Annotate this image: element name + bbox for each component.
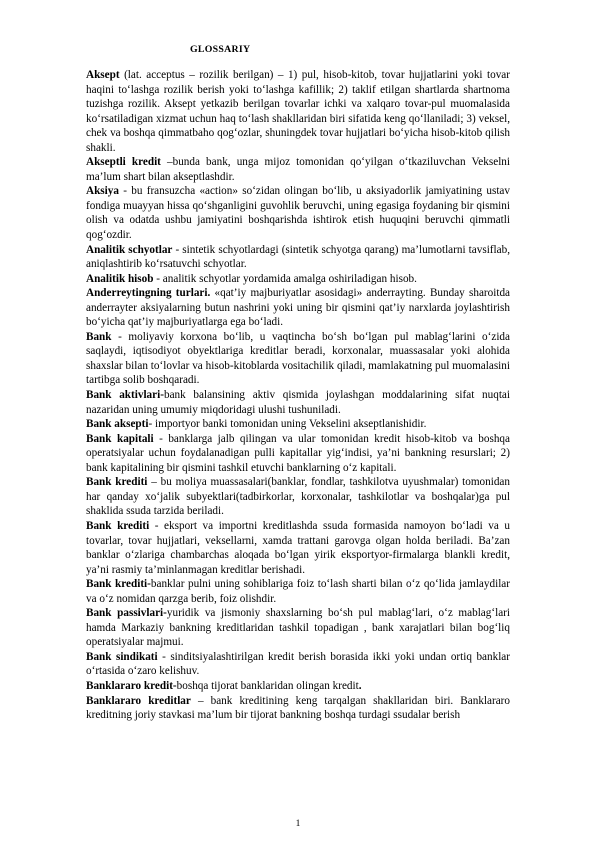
entry-term: Banklararo kreditlar [86, 694, 191, 707]
entry-definition: - bu fransuzcha «action» so‘zidan olingan bo‘lib, u aksiyadorlik jamiyatining ustav fondiga muayyan hissa qo‘shganligini guvohlik beruvchi, uning egasiga foydaning bir qismini olish va odatda ushbu jamiyatini boshqarishda ishtirok etish huquqini beruvchi qimmatli qog‘ozdir. [86, 185, 510, 242]
glossary-entry [86, 286, 510, 330]
entry-term: Bank passivlari- [86, 607, 167, 620]
entry-term: Banklararo kredit- [86, 679, 177, 692]
entry-term: Analitik schyotlar [86, 243, 173, 256]
entry-term: Bank [86, 330, 112, 343]
entry-definition: – bank kreditining keng tarqalgan shakllaridan biri. Banklararo kreditning joriy stavkasi ma’lum bir tijorat bankning boshqa turdagi ssudalar berish [86, 694, 510, 722]
glossary-entry [86, 577, 510, 606]
glossary-entry [86, 432, 510, 476]
entry-term: Anderreytingning turlari. [86, 287, 211, 300]
glossary-entry [86, 417, 510, 432]
entry-definition: - moliyaviy korxona bo‘lib, u vaqtincha bo‘sh bo‘lgan pul mablag‘larini o‘zida saqlaydi, iqtisodiyot obyektlariga kreditlar beradi, korxonalar, muassasalar yoki alohida shaxslar bilan to‘lovlar va hisob-kitoblarda vositachilik qiladi, mamlakatning pul muomalasini tartibga solib boshqaradi. [86, 330, 510, 387]
entry-definition: yuridik va jismoniy shaxslarning bo‘sh pul mablag‘lari, o‘z mablag‘lari hamda Markaziy bankning kreditlaridan tashkil topadigan , bank xarajatlari bilan bog‘liq operatsiyalar majmui. [86, 607, 510, 649]
entry-term: Analitik hisob [86, 272, 154, 285]
glossary-entry [86, 694, 510, 723]
entry-term: Bank krediti [86, 476, 148, 489]
document-page [86, 44, 510, 723]
entry-term: Bank sindikati [86, 650, 158, 663]
entry-tail: . [358, 679, 362, 692]
entry-definition: banklar pulni uning sohiblariga foiz to‘lash sharti bilan o‘z qo‘lida jamlaydilar va o‘z nomidan qarzga berib, foiz olishdir. [86, 578, 510, 605]
entry-term: Bank kapitali [86, 432, 154, 445]
glossary-entry [86, 650, 510, 679]
glossary-entry [86, 388, 510, 417]
glossary-entry [86, 155, 510, 184]
entry-definition: - sinditsiyalashtirilgan kredit berish borasida ikki yoki undan ortiq banklar o‘rtasida o‘zaro kelishuv. [86, 650, 510, 678]
entry-term: Bank aktivlari- [86, 389, 164, 402]
glossary-entry [86, 679, 510, 694]
entry-definition: boshqa tijorat banklaridan olingan kredit [176, 679, 359, 692]
entry-definition: - sintetik schyotlardagi (sintetik schyotga qarang) ma’lumotlarni tavsiflab, aniqlashtirib ko‘rsatuvchi schyotlar. [86, 243, 510, 271]
page-number: 1 [295, 819, 301, 829]
glossary-entry [86, 519, 510, 577]
glossary-entry [86, 184, 510, 242]
glossary-entry [86, 606, 510, 650]
entry-term: Bank krediti- [86, 578, 151, 591]
entry-term: Akseptli kredit [86, 156, 161, 169]
entry-definition: - eksport va importni kreditlashda ssuda formasida namoyon bo‘ladi va u tovarlar, tovar hujjatlari, veksellarni, xamda trattani garovga olgan holda beriladi. Ba’zan banklar o‘zlariga chambarchas aloqada bo‘lgan yirik eksportyor-firmalarga blankli kredit, ya’ni rasmiy ta’minlanmagan kreditlar berishadi. [86, 519, 510, 576]
entry-term: Bank krediti [86, 519, 150, 532]
glossary-entry [86, 475, 510, 519]
glossary-title: GLOSSARIY [190, 44, 251, 55]
entry-definition: (lat. acceptus – rozilik berilgan) – 1) pul, hisob-kitob, tovar hujjatlarini yoki tovar haqini to‘lashga rozilik berish yoki to‘lashga kafillik; 2) taklif etilgan shartlarda shartnoma tuzishga rozilik. Aksept yetkazib berilgan tovarlar ichki va xalqaro tovar-pul muomalasida ko‘rsatiladigan xizmat uchun haq to‘lash shakllaridan biri sifatida keng qo‘llaniladi; 3) veksel, chek va boshqa qimmatbaho qog‘ozlar, shuningdek tovar hujjatlari bo‘yicha hisob-kitob qilish shakli. [86, 69, 510, 154]
glossary-entry [86, 243, 510, 272]
entry-definition: - banklarga jalb qilingan va ular tomonidan kredit hisob-kitob va boshqa operatsiyalar uchun foydalanadigan pulli kapitallar yig‘indisi, ya’ni bankning resurslari; 2) bank kapitalining bir qismini tashkil etuvchi banklarning o‘z kapitali. [86, 432, 510, 474]
glossary-entry [86, 330, 510, 388]
entry-term: Aksiya [86, 185, 119, 198]
glossary-entry [86, 68, 510, 155]
entry-term: Aksept [86, 69, 120, 81]
entry-definition: – bu moliya muassasalari(banklar, fondlar, tashkilotva uyushmalar) tomonidan har qanday xo‘jalik subyektlari(tadbirkorlar, korxonalar, tashkilotlar va boshqalar)ga pul shaklida ssuda tarzida beriladi. [86, 476, 510, 518]
glossary-entry [86, 272, 510, 287]
entry-definition: bank balansining aktiv qismida joylashgan moddalarining sifat nuqtai nazaridan uning umumiy miqdoridagi ulushi tushuniladi. [86, 389, 511, 416]
entry-definition: –bunda bank, unga mijoz tomonidan qo‘yilgan o‘tkaziluvchan Vekselni ma’lum shart bilan akseptlashdir. [86, 156, 510, 183]
entry-definition: - analitik schyotlar yordamida amalga oshiriladigan hisob. [153, 272, 417, 285]
entry-term: Bank aksepti [86, 418, 149, 431]
entry-definition: «qat’iy majburiyatlar asosidagi» anderrayting. Bunday sharoitda anderrayter aksiyalarning butun nashrini yoki uning bir qismini qat’iy narxlarda joylashtirish bo‘yicha qat’iy majburiyatlarga ega bo‘ladi. [86, 287, 510, 329]
entry-definition: - importyor banki tomonidan uning Vekselini akseptlanishidir. [148, 418, 427, 431]
